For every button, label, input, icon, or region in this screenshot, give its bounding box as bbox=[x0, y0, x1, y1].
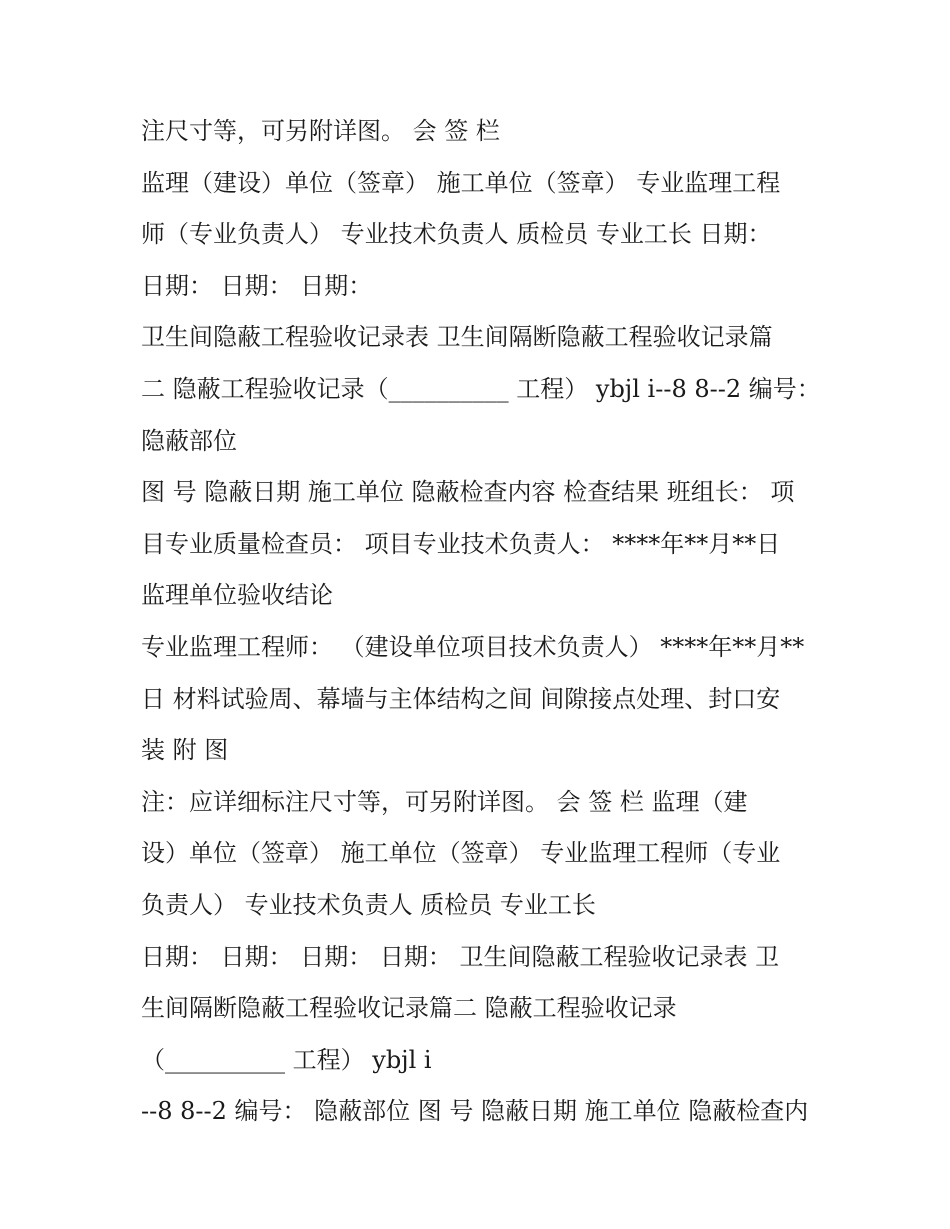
text-line: 师（专业负责人） 专业技术负责人 质检员 专业工长 日期： bbox=[141, 220, 772, 249]
text-line: 日期： 日期： 日期： bbox=[141, 271, 373, 300]
text-line: 装 附 图 bbox=[141, 736, 229, 765]
text-line: 日 材料试验周、幕墙与主体结构之间 间隙接点处理、封口安 bbox=[141, 684, 781, 713]
text-line: 专业监理工程师： （建设单位项目技术负责人） ****年**月** bbox=[141, 632, 805, 661]
text-line: 注：应详细标注尺寸等，可另附详图。 会 签 栏 监理（建 bbox=[141, 787, 748, 816]
text-line: 二 隐蔽工程验收记录（__________ 工程） ybjl i--8 8--2 编号： bbox=[141, 374, 821, 403]
text-line: 监理单位验收结论 bbox=[141, 581, 333, 610]
text-line: 日期： 日期： 日期： 日期： 卫生间隐蔽工程验收记录表 卫 bbox=[141, 942, 780, 971]
text-line: 隐蔽部位 bbox=[141, 426, 237, 455]
text-line: 生间隔断隐蔽工程验收记录篇二 隐蔽工程验收记录 bbox=[141, 994, 677, 1023]
text-line: （__________ 工程） ybjl i bbox=[141, 1045, 432, 1074]
text-line: 负责人） 专业技术负责人 质检员 专业工长 bbox=[141, 890, 596, 919]
document-text-body bbox=[141, 106, 821, 1138]
text-line: 目专业质量检查员： 项目专业技术负责人： ****年**月**日 bbox=[141, 529, 781, 558]
text-line: 注尺寸等，可另附详图。 会 签 栏 bbox=[141, 117, 500, 145]
text-line: 图 号 隐蔽日期 施工单位 隐蔽检查内容 检查结果 班组长： 项 bbox=[141, 478, 795, 507]
text-line: 卫生间隐蔽工程验收记录表 卫生间隔断隐蔽工程验收记录篇 bbox=[141, 323, 773, 352]
text-line: 设）单位（签章） 施工单位（签章） 专业监理工程师（专业 bbox=[141, 839, 781, 868]
text-line: 监理（建设）单位（签章） 施工单位（签章） 专业监理工程 bbox=[141, 168, 781, 197]
text-line: --8 8--2 编号： 隐蔽部位 图 号 隐蔽日期 施工单位 隐蔽检查内 bbox=[141, 1097, 809, 1126]
